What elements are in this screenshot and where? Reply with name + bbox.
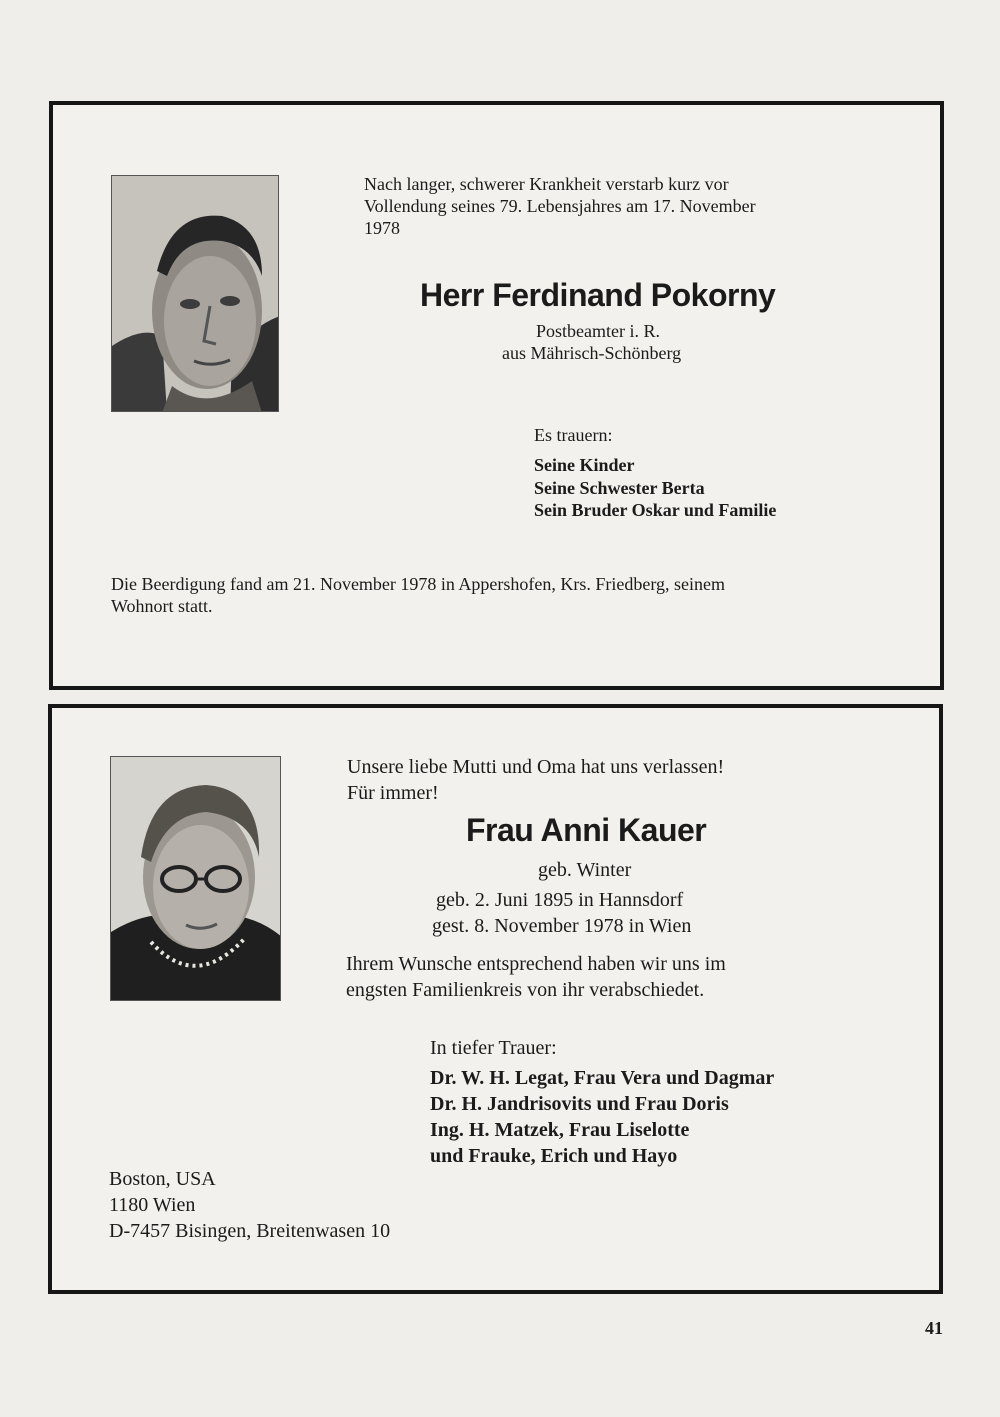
- intro-line-1: Nach langer, schwerer Krankheit verstarb kurz vor: [364, 174, 729, 194]
- funeral-line-1: Die Beerdigung fand am 21. November 1978 in Appershofen, Krs. Friedberg, seinem: [111, 574, 726, 594]
- mourner-4: und Frauke, Erich und Hayo: [430, 1145, 678, 1167]
- maiden-name: geb. Winter: [538, 859, 632, 881]
- mourner-3: Ing. H. Matzek, Frau Liselotte: [430, 1119, 690, 1141]
- funeral-line-2: Wohnort statt.: [111, 596, 213, 616]
- birth-date: geb. 2. Juni 1895 in Hannsdorf: [436, 889, 684, 911]
- mourner-2: Seine Schwester Berta: [534, 478, 705, 498]
- wish-line-1: Ihrem Wunsche entsprechend haben wir uns im: [346, 953, 726, 975]
- intro-line-2: Vollendung seines 79. Lebensjahres am 17. November: [364, 196, 756, 216]
- deceased-title: Postbeamter i. R.: [536, 321, 660, 341]
- intro-line-3: 1978: [364, 218, 400, 238]
- deceased-origin: aus Mährisch-Schönberg: [502, 343, 682, 363]
- portrait-photo-woman: [110, 756, 281, 1001]
- address-1: Boston, USA: [109, 1168, 216, 1190]
- mourning-label: In tiefer Trauer:: [430, 1037, 557, 1059]
- portrait-photo-man: [111, 175, 279, 412]
- mourner-1: Seine Kinder: [534, 455, 635, 475]
- wish-line-2: engsten Familienkreis von ihr verabschiedet.: [346, 979, 705, 1001]
- intro-line-2: Für immer!: [347, 782, 439, 804]
- address-3: D-7457 Bisingen, Breitenwasen 10: [109, 1220, 391, 1242]
- intro-line-1: Unsere liebe Mutti und Oma hat uns verlassen!: [347, 756, 725, 778]
- deceased-name: Herr Ferdinand Pokorny: [420, 277, 776, 313]
- death-date: gest. 8. November 1978 in Wien: [432, 915, 692, 937]
- address-2: 1180 Wien: [109, 1194, 196, 1216]
- mourner-1: Dr. W. H. Legat, Frau Vera und Dagmar: [430, 1067, 775, 1089]
- deceased-name: Frau Anni Kauer: [466, 812, 707, 848]
- mourner-2: Dr. H. Jandrisovits und Frau Doris: [430, 1093, 729, 1115]
- mourning-label: Es trauern:: [534, 425, 613, 445]
- page-number: 41: [925, 1318, 943, 1338]
- mourner-3: Sein Bruder Oskar und Familie: [534, 500, 777, 520]
